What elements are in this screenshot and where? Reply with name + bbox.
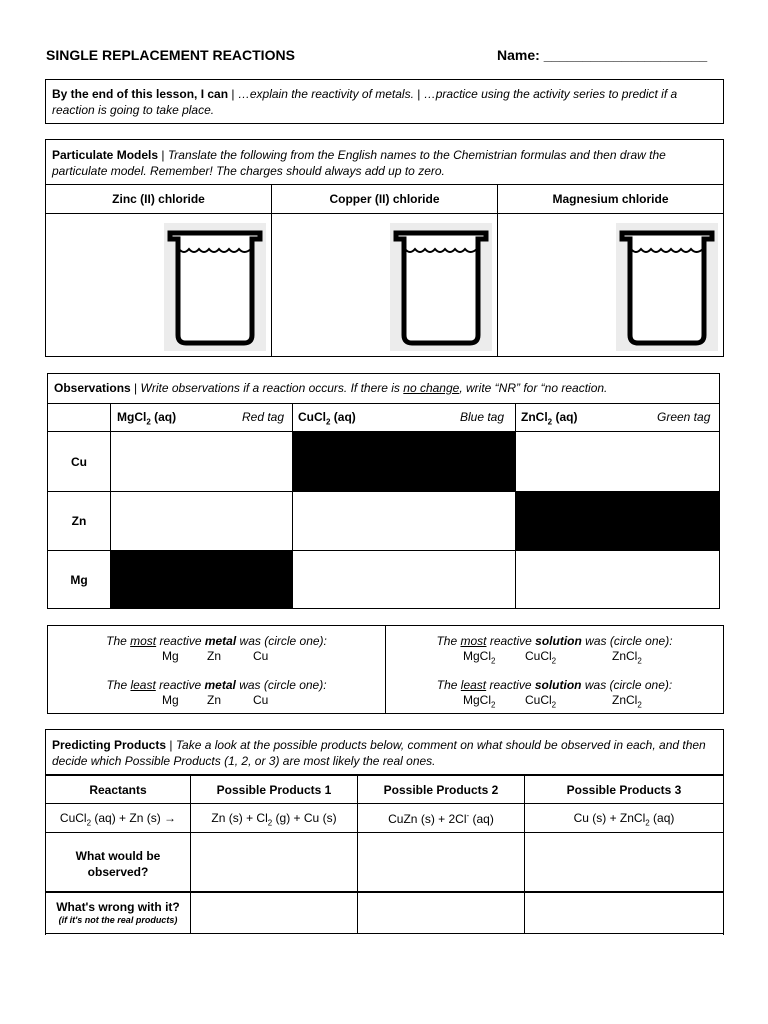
- pred-pp3-equation: Cu (s) + ZnCl$_2$ (aq): [573, 811, 675, 828]
- obs-col-cucl2: CuCl$_2$ (aq): [298, 410, 356, 427]
- particulate-col-zinc: Zinc (II) chloride: [112, 192, 205, 206]
- solution-option-zncl2[interactable]: ZnCl$_2$: [612, 693, 642, 710]
- pred-row-wrong-note: (if it's not the real products): [58, 915, 178, 925]
- name-line[interactable]: _____________________: [543, 47, 708, 63]
- particulate-sep: |: [158, 148, 168, 162]
- pred-cell-wrong-pp2[interactable]: [358, 893, 524, 933]
- obs-row-zn: Zn: [71, 514, 87, 528]
- least-metal-prompt: The least reactive metal was (circle one):: [106, 678, 327, 692]
- particulate-section: [45, 139, 724, 357]
- obs-cell-mg-zncl2[interactable]: [516, 551, 719, 608]
- beaker-icon[interactable]: [390, 223, 492, 351]
- predicting-lead: Predicting Products: [52, 738, 167, 752]
- obs-col-mgcl2: MgCl$_2$ (aq): [117, 410, 177, 427]
- pred-cell-observed-pp1[interactable]: [191, 833, 357, 891]
- particulate-lead: Particulate Models: [52, 148, 159, 162]
- metal-option-cu[interactable]: Cu: [253, 649, 269, 663]
- observations-section: [47, 373, 720, 609]
- objective-text: [52, 86, 712, 118]
- most-solution-prompt: The most reactive solution was (circle one):: [436, 634, 673, 648]
- metal-option-cu[interactable]: Cu: [253, 693, 269, 707]
- obs-cell-mg-cucl2[interactable]: [293, 551, 515, 608]
- least-solution-prompt: The least reactive solution was (circle one):: [436, 678, 673, 692]
- pred-col-pp3: Possible Products 3: [566, 783, 682, 797]
- pred-reactants-equation: CuCl$_2$ (aq) + Zn (s) →: [59, 811, 177, 828]
- pred-pp2-equation: CuZn (s) + 2Cl- (aq): [388, 811, 494, 826]
- solution-option-mgcl2[interactable]: MgCl$_2$: [463, 649, 496, 666]
- objective-text2: …practice using the activity series to predict if a reaction is going to take place.: [52, 87, 678, 117]
- particulate-col-magnesium: Magnesium chloride: [552, 192, 669, 206]
- pred-col-pp1: Possible Products 1: [216, 783, 332, 797]
- obs-col-zncl2: ZnCl$_2$ (aq): [521, 410, 578, 427]
- observations-text-u: no change: [403, 381, 460, 395]
- observations-text-b: , write “NR” for “no reaction.: [459, 381, 608, 395]
- obs-cell-zn-cucl2[interactable]: [293, 492, 515, 550]
- particulate-col-copper: Copper (II) chloride: [329, 192, 440, 206]
- metal-option-mg[interactable]: Mg: [162, 693, 179, 707]
- beaker-icon[interactable]: [616, 223, 718, 351]
- metal-option-zn[interactable]: Zn: [207, 649, 222, 663]
- predicting-text: [52, 737, 716, 769]
- objective-sep2: |: [413, 87, 424, 101]
- most-metal-prompt: The most reactive metal was (circle one):: [106, 634, 327, 648]
- name-label: [497, 47, 707, 63]
- observations-text: [54, 381, 714, 395]
- obs-tag-green: Green tag: [657, 410, 711, 424]
- obs-cell-cu-zncl2[interactable]: [516, 432, 719, 491]
- objective-lead: By the end of this lesson, I can: [52, 87, 229, 101]
- particulate-instructions: Translate the following from the English names to the Chemistrian formulas and then draw the particulate model. Remember! The charges should always add up to zero.: [52, 148, 666, 178]
- metal-option-zn[interactable]: Zn: [207, 693, 222, 707]
- solution-option-zncl2[interactable]: ZnCl$_2$: [612, 649, 642, 666]
- obs-row-mg: Mg: [70, 573, 88, 587]
- obs-cell-blocked-mg-mgcl2: [110, 550, 293, 608]
- pred-col-reactants: Reactants: [89, 783, 147, 797]
- obs-tag-red: Red tag: [242, 410, 285, 424]
- solution-option-cucl2[interactable]: CuCl$_2$: [525, 693, 557, 710]
- obs-tag-blue: Blue tag: [460, 410, 505, 424]
- pred-pp1-equation: Zn $(s) + Cl_2$ (g) + Cu (s): [211, 811, 337, 828]
- solution-option-cucl2[interactable]: CuCl$_2$: [525, 649, 557, 666]
- predicting-sep: |: [166, 738, 176, 752]
- solution-option-mgcl2[interactable]: MgCl$_2$: [463, 693, 496, 710]
- obs-cell-zn-mgcl2[interactable]: [111, 492, 292, 550]
- reactivity-section: [47, 625, 724, 714]
- pred-col-pp2: Possible Products 2: [383, 783, 499, 797]
- observations-text-a: Write observations if a reaction occurs. If there is: [140, 381, 404, 395]
- pred-cell-observed-pp2[interactable]: [358, 833, 524, 891]
- objective-box: [45, 79, 724, 124]
- page-title: SINGLE REPLACEMENT REACTIONS: [46, 47, 295, 63]
- predicting-instructions: Take a look at the possible products below, comment on what should be observed in each, and then decide which Possible Products (1, 2, or 3) are most likely the real ones.: [52, 738, 706, 768]
- pred-row-wrong: What's wrong with it?: [56, 900, 180, 914]
- objective-sep1: |: [228, 87, 238, 101]
- obs-cell-blocked-cu-cucl2: [292, 431, 516, 492]
- predicting-section: [45, 729, 724, 935]
- obs-cell-blocked-zn-zncl2: [515, 491, 719, 551]
- observations-lead: Observations: [54, 381, 131, 395]
- particulate-text: [52, 147, 712, 179]
- beaker-icon[interactable]: [164, 223, 266, 351]
- obs-cell-cu-mgcl2[interactable]: [111, 432, 292, 491]
- observations-sep: |: [130, 381, 141, 395]
- obs-row-cu: Cu: [71, 455, 87, 469]
- pred-cell-wrong-pp1[interactable]: [191, 893, 357, 933]
- objective-text1: …explain the reactivity of metals.: [237, 87, 414, 101]
- pred-cell-wrong-pp3[interactable]: [525, 893, 723, 933]
- metal-option-mg[interactable]: Mg: [162, 649, 179, 663]
- pred-row-observed: What would be observed?: [75, 849, 161, 879]
- name-label-text: Name:: [497, 47, 540, 63]
- pred-cell-observed-pp3[interactable]: [525, 833, 723, 891]
